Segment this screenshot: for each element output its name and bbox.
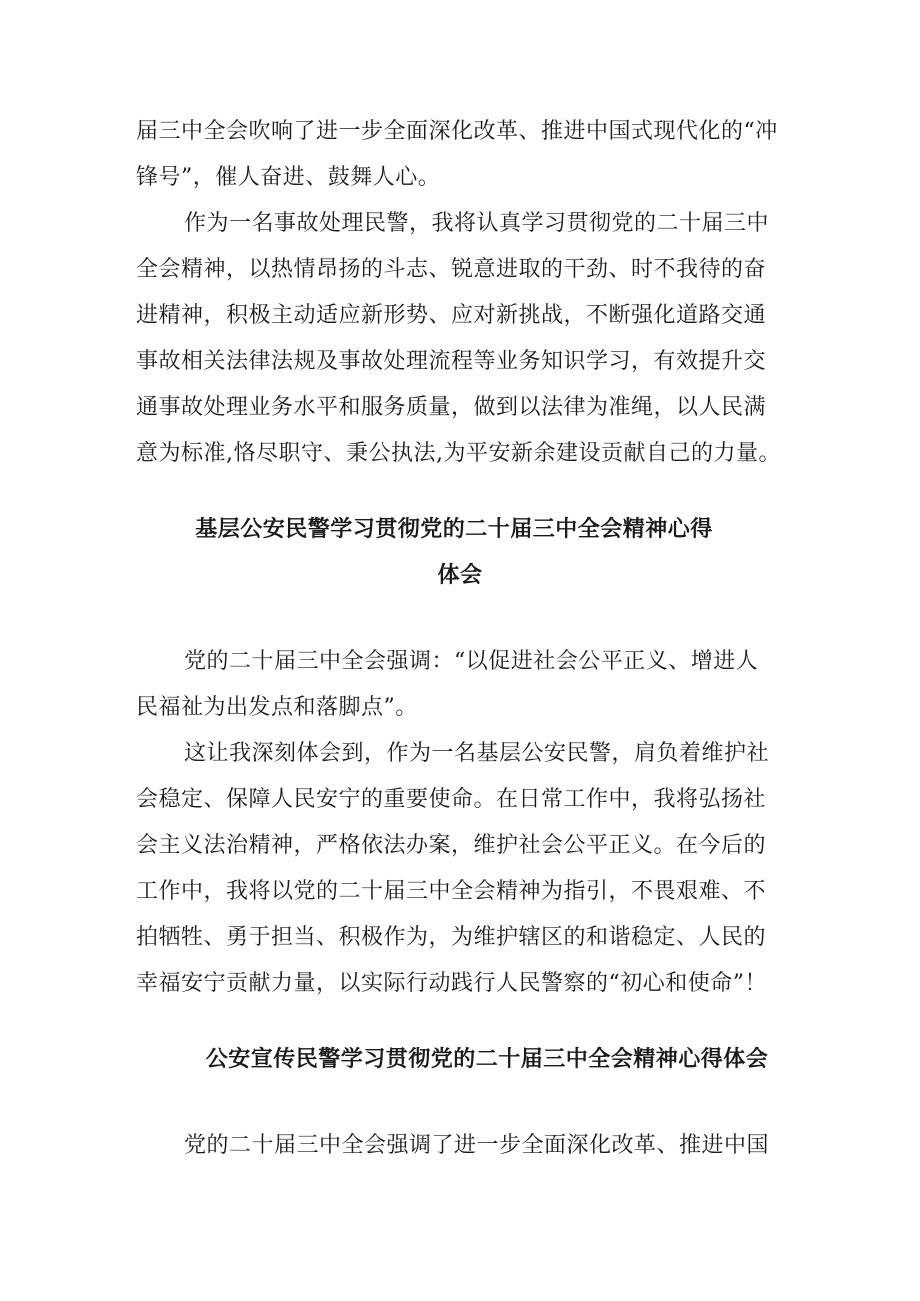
paragraph-line: 通事故处理业务水平和服务质量，做到以法律为准绳，以人民满 xyxy=(136,395,767,420)
paragraph-line: 工作中，我将以党的二十届三中全会精神为指引，不畏艰难、不 xyxy=(136,879,767,904)
paragraph-line: 会主义法治精神，严格依法办案，维护社会公平正义。在今后的 xyxy=(136,833,767,858)
paragraph-line: 拍牺牲、勇于担当、积极作为，为维护辖区的和谐稳定、人民的 xyxy=(136,925,767,950)
paragraph-line: 党的二十届三中全会强调了进一步全面深化改革、推进中国 xyxy=(184,1133,770,1158)
paragraph-line: 意为标准,恪尽职守、秉公执法,为平安新余建设贡献自己的力量。 xyxy=(136,441,781,466)
paragraph-line: 幸福安宁贡献力量，以实际行动践行人民警察的“初心和使命”！ xyxy=(136,971,767,996)
paragraph-line: 事故相关法律法规及事故处理流程等业务知识学习，有效提升交 xyxy=(136,349,767,374)
paragraph-line: 作为一名事故处理民警，我将认真学习贯彻党的二十届三中 xyxy=(184,211,770,236)
paragraph-line: 届三中全会吹响了进一步全面深化改革、推进中国式现代化的“冲 xyxy=(136,119,778,144)
paragraph-line: 党的二十届三中全会强调：“以促进社会公平正义、增进人 xyxy=(184,649,759,674)
section-title: 基层公安民警学习贯彻党的二十届三中全会精神心得 xyxy=(195,516,713,542)
section-title: 公安宣传民警学习贯彻党的二十届三中全会精神心得体会 xyxy=(205,1046,769,1072)
paragraph-line: 这让我深刻体会到，作为一名基层公安民警，肩负着维护社 xyxy=(184,741,770,766)
paragraph-line: 进精神，积极主动适应新形势、应对新挑战，不断强化道路交通 xyxy=(136,303,767,328)
paragraph-line: 会稳定、保障人民安宁的重要使命。在日常工作中，我将弘扬社 xyxy=(136,787,767,812)
section-title: 体会 xyxy=(437,562,483,588)
paragraph-line: 锋号”，催人奋进、鼓舞人心。 xyxy=(136,165,441,190)
paragraph-line: 民福祉为出发点和落脚点”。 xyxy=(136,695,418,720)
paragraph-line: 全会精神，以热情昂扬的斗志、锐意进取的干劲、时不我待的奋 xyxy=(136,257,767,282)
